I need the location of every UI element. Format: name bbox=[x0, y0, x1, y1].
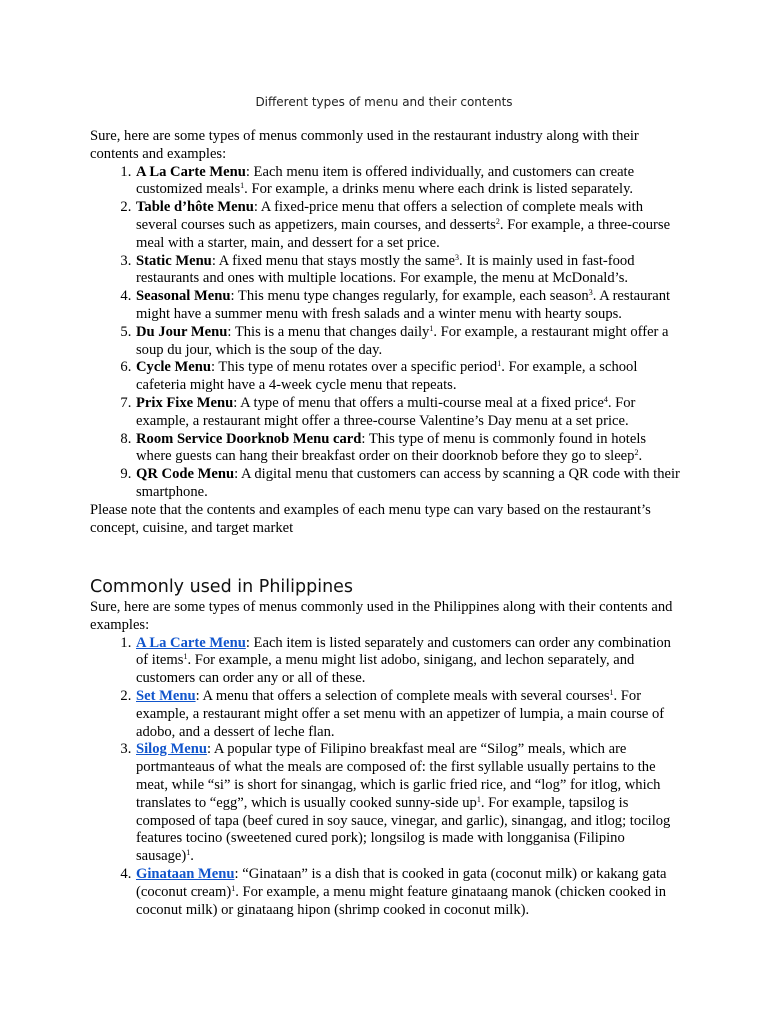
item-text: : A menu that offers a selection of complete meals with several courses bbox=[195, 687, 610, 704]
menu-term: A La Carte Menu bbox=[136, 163, 246, 180]
menu-term: Seasonal Menu bbox=[136, 288, 231, 305]
list-item bbox=[135, 395, 682, 431]
list-item bbox=[135, 431, 682, 467]
item-text: . For example, a menu might feature ginataang manok (chicken cooked in coconut milk) or ginataang hipon (shrimp cooked in coconut milk). bbox=[136, 883, 666, 918]
menu-term: Du Jour Menu bbox=[136, 323, 228, 340]
footnote-ref: 3 bbox=[588, 288, 593, 298]
item-text: : Each item is listed separately and customers can order any combination of items bbox=[136, 634, 671, 669]
menu-types-list bbox=[90, 164, 682, 502]
footnote-ref: 1 bbox=[240, 181, 245, 191]
menu-term: Static Menu bbox=[136, 252, 212, 269]
footnote-ref: 1 bbox=[231, 883, 236, 893]
menu-term: Table d’hôte Menu bbox=[136, 199, 254, 216]
footnote-ref: 1 bbox=[497, 359, 502, 369]
menu-term-link[interactable]: Silog Menu bbox=[136, 741, 207, 758]
item-text: : This is a menu that changes daily bbox=[227, 323, 430, 340]
footnote-ref: 2 bbox=[634, 448, 639, 458]
footnote-ref: 4 bbox=[603, 394, 608, 404]
item-text: . It is mainly used in fast-food restaurants and ones with multiple locations. For example, the menu at McDonald’s. bbox=[136, 252, 635, 287]
item-text: . A restaurant might have a summer menu with fresh salads and a winter menu with hearty soups. bbox=[136, 288, 671, 322]
item-text: : This menu type changes regularly, for example, each season bbox=[230, 288, 589, 305]
item-text: . For example, a drinks menu where each drink is listed separately. bbox=[244, 181, 634, 198]
closing-paragraph: Please note that the contents and examples of each menu type can vary based on the restaurant’s concept, cuisine, and target market bbox=[90, 501, 651, 536]
section-heading: Commonly used in Philippines bbox=[90, 577, 354, 597]
list-item bbox=[135, 635, 682, 688]
item-text: : Each menu item is offered individually, and customers can create customized meals bbox=[136, 163, 635, 198]
footnote-ref: 2 bbox=[495, 216, 500, 226]
item-text: . For example, a restaurant might offer a three-course Valentine’s Day menu at a set price. bbox=[136, 394, 636, 429]
item-text: . For example, tapsilog is composed of tapa (beef cured in soy sauce, vinegar, and garlic), sinangag, and itlog; tocilog features tocino (sweetened cured pork); longsilog is made with longganisa (Filipino sausage) bbox=[136, 794, 671, 865]
item-text: . For example, a three-course meal with a starter, main, and dessert for a set price. bbox=[136, 216, 671, 251]
item-text: : This type of menu is commonly found in hotels where guests can hang their breakfast order on their doorknob before they go to sleep bbox=[136, 430, 647, 465]
item-text: . bbox=[638, 448, 643, 465]
item-text: : “Ginataan” is a dish that is cooked in gata (coconut milk) or kakang gata (coconut cream) bbox=[136, 865, 667, 900]
footnote-ref: 1 bbox=[476, 794, 481, 804]
footnote-ref: 1 bbox=[183, 652, 188, 662]
item-text: : A popular type of Filipino breakfast meal are “Silog” meals, which are portmanteaus of what the meals are composed of: the first syllable usually pertains to the meat, while “si” is short for sinangag, which is garlic fried rice, and “log” for itlog, which translates to “egg”, which is usually cooked sunny-side up bbox=[136, 741, 661, 811]
document-title: Different types of menu and their contents bbox=[255, 95, 513, 109]
item-text: . For example, a menu might list adobo, sinigang, and lechon separately, and customers can order any or all of these. bbox=[136, 652, 635, 687]
menu-term: Room Service Doorknob Menu card bbox=[136, 430, 362, 447]
list-item bbox=[135, 164, 682, 200]
menu-term: QR Code Menu bbox=[136, 466, 235, 483]
item-text: . For example, a restaurant might offer a soup du jour, which is the soup of the day. bbox=[136, 323, 669, 358]
menu-term-link[interactable]: Ginataan Menu bbox=[136, 865, 235, 882]
restaurant-menu-types-section bbox=[90, 128, 682, 537]
list-item bbox=[135, 324, 682, 360]
item-text: : A fixed menu that stays mostly the same bbox=[211, 252, 456, 269]
list-item bbox=[135, 866, 682, 919]
item-text: : A digital menu that customers can access by scanning a QR code with their smartphone. bbox=[136, 466, 680, 500]
footnote-ref: 1 bbox=[429, 323, 434, 333]
item-text: . bbox=[190, 848, 194, 865]
footnote-ref: 1 bbox=[186, 848, 191, 858]
item-text: : A type of menu that offers a multi-course meal at a fixed price bbox=[233, 394, 604, 411]
footnote-ref: 1 bbox=[609, 687, 614, 697]
list-item bbox=[135, 466, 682, 502]
intro-paragraph: Sure, here are some types of menus commonly used in the Philippines along with their contents and examples: bbox=[90, 599, 673, 633]
list-item bbox=[135, 688, 682, 741]
menu-term-link[interactable]: Set Menu bbox=[136, 687, 196, 704]
footnote-ref: 3 bbox=[455, 252, 460, 262]
list-item bbox=[135, 199, 682, 252]
menu-term: Prix Fixe Menu bbox=[136, 394, 234, 411]
philippines-menu-types-section bbox=[90, 599, 682, 919]
menu-term: Cycle Menu bbox=[136, 359, 211, 376]
philippines-menu-list bbox=[90, 635, 682, 920]
list-item bbox=[135, 253, 682, 289]
menu-term-link[interactable]: A La Carte Menu bbox=[136, 634, 246, 651]
list-item bbox=[135, 359, 682, 395]
item-text: . For example, a school cafeteria might have a 4-week cycle menu that repeats. bbox=[136, 359, 638, 394]
item-text: . For example, a restaurant might offer a set menu with an appetizer of lumpia, a main course of adobo, and a dessert of leche flan. bbox=[136, 687, 665, 740]
list-item bbox=[135, 741, 682, 866]
item-text: : This type of menu rotates over a specific period bbox=[210, 359, 498, 376]
list-item bbox=[135, 288, 682, 324]
intro-paragraph: Sure, here are some types of menus commonly used in the restaurant industry along with their contents and examples: bbox=[90, 128, 639, 162]
item-text: : A fixed-price menu that offers a selection of complete meals with several courses such as appetizers, main courses, and desserts bbox=[136, 199, 644, 233]
